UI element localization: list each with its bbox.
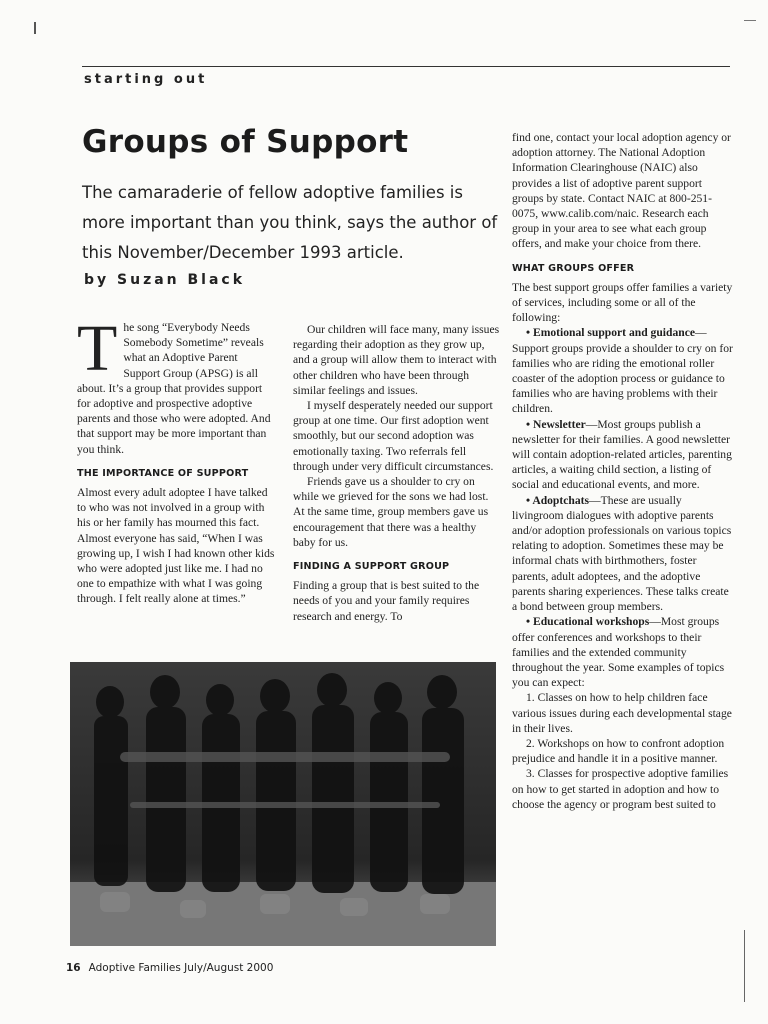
- column-2: [293, 322, 501, 624]
- numbered-item: 2. Workshops on how to confront adoption prejudice and handle it in a positive manner.: [512, 736, 725, 766]
- column-3: [512, 130, 734, 812]
- drop-cap: T: [77, 312, 118, 385]
- page-footer: [66, 962, 273, 974]
- scan-mark: [34, 22, 36, 34]
- subheading-finding: FINDING A SUPPORT GROUP: [293, 561, 450, 573]
- group-photo-image: [70, 662, 496, 946]
- paragraph: Finding a group that is best suited to the needs of you and your family requires research and energy. To: [293, 579, 480, 623]
- bullet-item: • Educational workshops—Most groups offer conferences and workshops to their families and the extended community throughout the year. Some examples of topics you can expect:: [512, 615, 725, 690]
- page-number: 16: [66, 962, 81, 974]
- page-edge-line: [744, 930, 745, 1002]
- group-photo: [70, 662, 496, 946]
- paragraph: Our children will face many, many issues regarding their adoption as they grow up, and a group will allow them to interact with other children who have been through similar feelings and issues.: [293, 323, 500, 397]
- paragraph: I myself desperately needed our support group at one time. Our first adoption went smoothly, but our second adoption was emotionally taxing. Two referrals fell through under very difficult circumstances.: [293, 399, 494, 473]
- bullet-item: • Adoptchats—These are usually livingroom dialogues with adoptive parents and/or adoption professionals on various topics relating to adoption. Sometimes these may be informal chats with birthmothers, foster parents, adult adoptees, and the adoptive parents sharing experiences. These talks create a bond between group members.: [512, 493, 732, 614]
- article-dek: The camaraderie of fellow adoptive families is more important than you think, says the author of this November/December 1993 article.: [82, 183, 498, 262]
- bullet-item: • Newsletter—Most groups publish a newsletter for their families. A good newsletter will contain adoption-related articles, parenting articles, a waiting child section, a listing of social and educational events, and more.: [512, 417, 732, 492]
- paragraph: The best support groups offer families a variety of services, including some or all of the following:: [512, 280, 733, 325]
- paragraph: Friends gave us a shoulder to cry on while we grieved for the sons we had lost. At the same time, group members gave us encouragement that there was a healthy baby for us.: [293, 475, 489, 549]
- byline: by Suzan Black: [84, 272, 246, 288]
- publication-info: Adoptive Families July/August 2000: [88, 962, 274, 974]
- paragraph: Almost every adult adoptee I have talked to who was not involved in a group with his or her family has mourned this fact. Almost everyone has said, “When I was growing up, I wish I had known other kids who were adopted just like me. I had no one to empathize with what I was going through. I felt really alone at times.”: [77, 486, 275, 606]
- intro-paragraph: The song “Everybody Needs Somebody Sometime” reveals what an Adoptive Parent Support Group (APSG) is all about. It’s a group that provides support for adoptive and prospective adoptive parents and those who were adopted. And that support may be more important than you think.: [77, 312, 271, 456]
- numbered-item: 1. Classes on how to help children face various issues during each developmental stage in their lives.: [512, 691, 732, 735]
- scan-mark-right: [744, 20, 756, 21]
- subheading-importance: THE IMPORTANCE OF SUPPORT: [77, 467, 249, 479]
- bullet-item: • Emotional support and guidance—Support groups provide a shoulder to cry on for families who are riding the emotional roller coaster of the adoption process or guidance to families who are having problems with their children.: [512, 326, 733, 416]
- paragraph: find one, contact your local adoption agency or adoption attorney. The National Adoption Information Clearinghouse (NAIC) also provides a list of adoptive parent support groups by state. Contact NAIC at 800-251-0075, www.calib.com/naic. Research each group in your area to see what each group offers, and make your choice from there.: [512, 131, 731, 251]
- section-label: starting out: [84, 72, 208, 87]
- column-1: [77, 312, 275, 607]
- numbered-item: 3. Classes for prospective adoptive families on how to get started in adoption and how to choose the agency or program best suited to: [512, 767, 729, 811]
- article-title: Groups of Support: [82, 124, 409, 160]
- subheading-offer: WHAT GROUPS OFFER: [512, 262, 635, 274]
- header-rule: [82, 66, 730, 67]
